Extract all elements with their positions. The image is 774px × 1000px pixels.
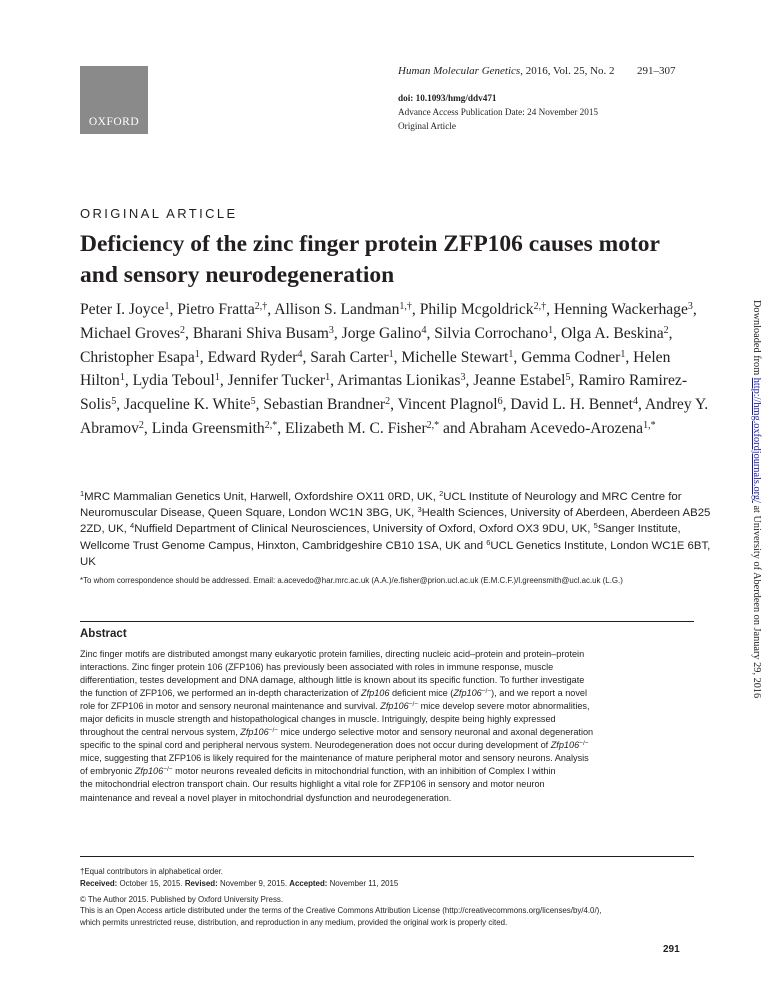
article-meta	[398, 91, 598, 133]
journal-volume: , 2016, Vol. 25, No. 2	[520, 65, 615, 77]
received-date: October 15, 2015.	[117, 878, 185, 888]
abstract-line: the mitochondrial electron transport chain. Our results highlight a vital role for ZFP106 in sensory and motor neuron	[80, 779, 545, 790]
license-line-1: This is an Open Access article distributed under the terms of the Creative Commons Attribution License (http://creativecommons.org/licenses/by/4.0/),	[80, 906, 602, 916]
equal-contrib-note: †Equal contributors in alphabetical order.	[80, 867, 223, 876]
author-affiliation-mark: 2	[385, 396, 391, 408]
author-affiliation-mark: 1	[214, 372, 220, 384]
author-affiliation-mark: 2	[180, 324, 186, 336]
author-affiliation-mark: 1	[620, 348, 626, 360]
author-name: Ramiro Ramirez-Solis	[80, 372, 688, 414]
author-name: Henning Wackerhage	[553, 301, 688, 318]
author-affiliation-mark: 2,†	[533, 301, 547, 312]
author-name: David L. H. Bennet	[510, 396, 633, 414]
affiliation-text: MRC Mammalian Genetics Unit, Harwell, Oxfordshire OX11 0RD, UK,	[84, 491, 440, 503]
footnote-rule	[80, 856, 694, 857]
author-affiliation-mark: 4	[297, 348, 303, 360]
author-affiliation-mark: 1	[119, 372, 125, 384]
affiliation-text: Nuffield Department of Clinical Neurosciences, University of Oxford, Oxford OX3 9DU, UK,	[134, 523, 594, 536]
doi[interactable]: doi: 10.1093/hmg/ddv471	[398, 93, 497, 103]
page-range: 291–307	[637, 65, 676, 77]
author-affiliation-mark: 2	[138, 419, 144, 431]
author-affiliation-mark: 5	[250, 396, 256, 408]
author-name: Edward Ryder	[207, 348, 298, 366]
author-name: Bharani Shiva Busam	[192, 324, 329, 342]
download-suffix: at University of Aberdeen on January 29, 2016	[751, 502, 762, 699]
author-name: Sebastian Brandner	[263, 396, 386, 414]
page-number: 291	[663, 944, 680, 955]
license-line-2: which permits unrestricted reuse, distribution, and reproduction in any medium, provided the original work is properly cited.	[80, 918, 508, 928]
dates-line	[80, 878, 720, 890]
author-affiliation-mark: 1,†	[399, 301, 412, 312]
author-name: Lydia Teboul	[132, 372, 215, 390]
author-name: Christopher Esapa	[80, 348, 195, 366]
abstract-line: differentiation, testes development and DNA damage, although little is known about its specific function. To further investigate	[80, 675, 585, 686]
affiliation-number: 5	[593, 521, 598, 531]
author-name: Linda Greensmith	[151, 419, 265, 437]
affiliation-number: 1	[80, 489, 85, 498]
accepted-date: November 11, 2015	[327, 878, 399, 888]
author-name: Elizabeth M. C. Fisher	[285, 419, 427, 437]
affiliation-number: 3	[417, 505, 422, 515]
author-name: Andrey Y. Abramov	[80, 396, 709, 437]
author-affiliation-mark: 5	[111, 396, 117, 408]
author-affiliation-mark: 2,*	[264, 419, 278, 431]
author-name: Jacqueline K. White	[124, 396, 251, 414]
journal-name: Human Molecular Genetics	[398, 65, 521, 77]
author-name: Helen Hilton	[80, 348, 671, 390]
author-name: Jennifer Tucker	[227, 372, 326, 390]
journal-citation	[398, 65, 676, 77]
author-name: Abraham Acevedo-Arozena	[468, 419, 644, 437]
author-name: Michelle Stewart	[401, 348, 509, 366]
author-name: Michael Groves	[80, 324, 181, 342]
download-sidebar	[751, 300, 762, 720]
received-label: Received:	[80, 878, 118, 888]
author-affiliation-mark: 2,*	[426, 419, 440, 431]
affiliation-text: UCL Institute of Neurology and MRC Centre for Neuromuscular Disease, Queen Square, London WC1N 3BG, UK,	[80, 491, 682, 520]
author-name: Gemma Codner	[521, 348, 621, 366]
abstract-line: maintenance and reveal a novel player in mitochondrial dysfunction and neurodegeneration.	[80, 792, 452, 803]
oxford-logo-text: OXFORD	[88, 116, 140, 128]
author-affiliation-mark: 3	[460, 372, 466, 384]
author-affiliation-mark: 1	[508, 348, 514, 360]
author-name: Olga A. Beskina	[560, 324, 664, 342]
author-affiliation-mark: 6	[497, 396, 503, 408]
author-name: Arimantas Lionikas	[337, 372, 461, 390]
author-name: Vincent Plagnol	[397, 396, 498, 414]
author-affiliation-mark: 4	[632, 396, 638, 408]
affiliation-text: UCL Genetics Institute, London WC1E 6BT, UK	[80, 539, 711, 568]
abstract-line: interactions. Zinc finger protein 106 (ZFP106) has previously been associated with roles in immune response, muscle	[80, 662, 554, 673]
author-name: Sarah Carter	[310, 348, 389, 366]
author-affiliation-mark: 1	[164, 301, 170, 312]
author-name: Jorge Galino	[341, 324, 422, 342]
affiliations	[80, 489, 720, 570]
affiliation-number: 4	[130, 521, 135, 531]
article-type: Original Article	[398, 121, 456, 131]
author-affiliation-mark: 1	[325, 372, 331, 384]
abstract-line: major deficits in muscle strength and histopathological changes in muscle. Intriguingly, despite being highly expressed	[80, 714, 556, 725]
author-affiliation-mark: 2,†	[254, 301, 268, 312]
download-prefix: Downloaded from	[751, 300, 762, 378]
section-label: ORIGINAL ARTICLE	[80, 206, 238, 221]
revised-label: Revised:	[184, 878, 218, 888]
abstract-line: the function of ZFP106, we performed an in-depth characterization of Zfp106 deficient mice (Zfp106−/−), and we report a novel	[80, 688, 588, 699]
revised-date: November 9, 2015.	[217, 878, 290, 888]
author-name: Silvia Corrochano	[434, 324, 549, 342]
abstract-line: specific to the spinal cord and peripheral nervous system. Neurodegeneration does not occur during development of Zfp106−/−	[80, 740, 589, 751]
abstract-line: Zinc finger motifs are distributed amongst many eukaryotic protein families, directing nucleic acid–protein and protein–protein	[80, 649, 585, 659]
abstract-top-rule	[80, 621, 694, 622]
author-affiliation-mark: 4	[421, 324, 427, 336]
affiliation-text: Sanger Institute, Wellcome Trust Genome Campus, Hinxton, Cambridgeshire CB10 1SA, UK and	[80, 523, 681, 552]
author-affiliation-mark: 1	[388, 348, 394, 360]
footnotes	[80, 866, 720, 929]
author-name: Allison S. Landman	[274, 301, 400, 318]
copyright: © The Author 2015. Published by Oxford University Press.	[80, 894, 284, 904]
download-link[interactable]: http://hmg.oxfordjournals.org/	[751, 377, 762, 503]
abstract-heading: Abstract	[80, 628, 127, 640]
abstract-line: mice, suggesting that ZFP106 is likely required for the maintenance of mature peripheral motor and sensory neurons. Analysis	[80, 753, 589, 764]
abstract-body	[80, 648, 694, 805]
author-name: Philip Mcgoldrick	[419, 301, 534, 318]
abstract-line: of embryonic Zfp106−/− motor neurons revealed deficits in mitochondrial function, with an inhibition of Complex I within	[80, 766, 556, 777]
affiliation-text: Health Sciences, University of Aberdeen, Aberdeen AB25 2ZD, UK,	[80, 507, 711, 536]
author-affiliation-mark: 1,*	[643, 419, 656, 431]
article-title: Deficiency of the zinc finger protein ZFP106 causes motor and sensory neurodegeneration	[80, 231, 660, 288]
abstract-line: role for ZFP106 in motor and sensory neuronal maintenance and survival. Zfp106−/− mice develop severe motor abnormalities,	[80, 701, 590, 712]
author-name: Peter I. Joyce	[80, 301, 165, 318]
abstract-line: throughout the central nervous system, Zfp106−/− mice undergo selective motor and sensory neuronal and axonal degeneration	[80, 727, 594, 738]
advance-access-date: Advance Access Publication Date: 24 November 2015	[398, 107, 599, 117]
author-affiliation-mark: 1	[548, 324, 554, 336]
author-name: Pietro Fratta	[177, 301, 255, 318]
author-name: Jeanne Estabel	[473, 372, 566, 390]
author-affiliation-mark: 3	[687, 301, 693, 312]
affiliation-number: 2	[439, 489, 444, 498]
author-list: Peter I. Joyce$^1$, Pietro Fratta$^{2,\dagger}$, Allison S. Landman$^{1,\dagger}$, Philip Mcgoldrick$^{2,\dagger}$, Henning Wackerhage$^3$, Michael Groves$^2$, Bharani Shiva Busam$^3$, Jorge Galino$^4$, Silvia Corrochano$^1$, Olga A. Beskina$^2$, Christopher Esapa$^1$, Edward Ryder$^4$, Sarah Carter$^1$, Michelle Stewart$^1$, Gemma Codner$^1$, Helen Hilton$^1$, Lydia Teboul$^1$, Jennifer Tucker$^1$, Arimantas Lionikas$^3$, Jeanne Estabel$^5$, Ramiro Ramirez-Solis$^5$, Jacqueline K. White$^5$, Sebastian Brandner$^2$, Vincent Plagnol$^6$, David L. H. Bennet$^4$, Andrey Y. Abramov$^2$, Linda Greensmith$^{2,*}$, Elizabeth M. C. Fisher$^{2,*}$ and Abraham Acevedo-Arozena$^{1,*}$	[80, 301, 709, 437]
oxford-logo	[80, 66, 148, 134]
author-affiliation-mark: 2	[663, 324, 669, 336]
correspondence-note: *To whom correspondence should be addressed. Email: a.acevedo@har.mrc.ac.uk (A.A.)/e.fisher@prion.ucl.ac.uk (E.M.C.F.)/l.greensmith@ucl.ac.uk (L.G.)	[80, 576, 623, 585]
author-affiliation-mark: 5	[565, 372, 571, 384]
affiliation-number: 6	[486, 537, 491, 547]
accepted-label: Accepted:	[289, 878, 328, 888]
author-affiliation-mark: 1	[194, 348, 200, 360]
author-affiliation-mark: 3	[328, 324, 334, 336]
